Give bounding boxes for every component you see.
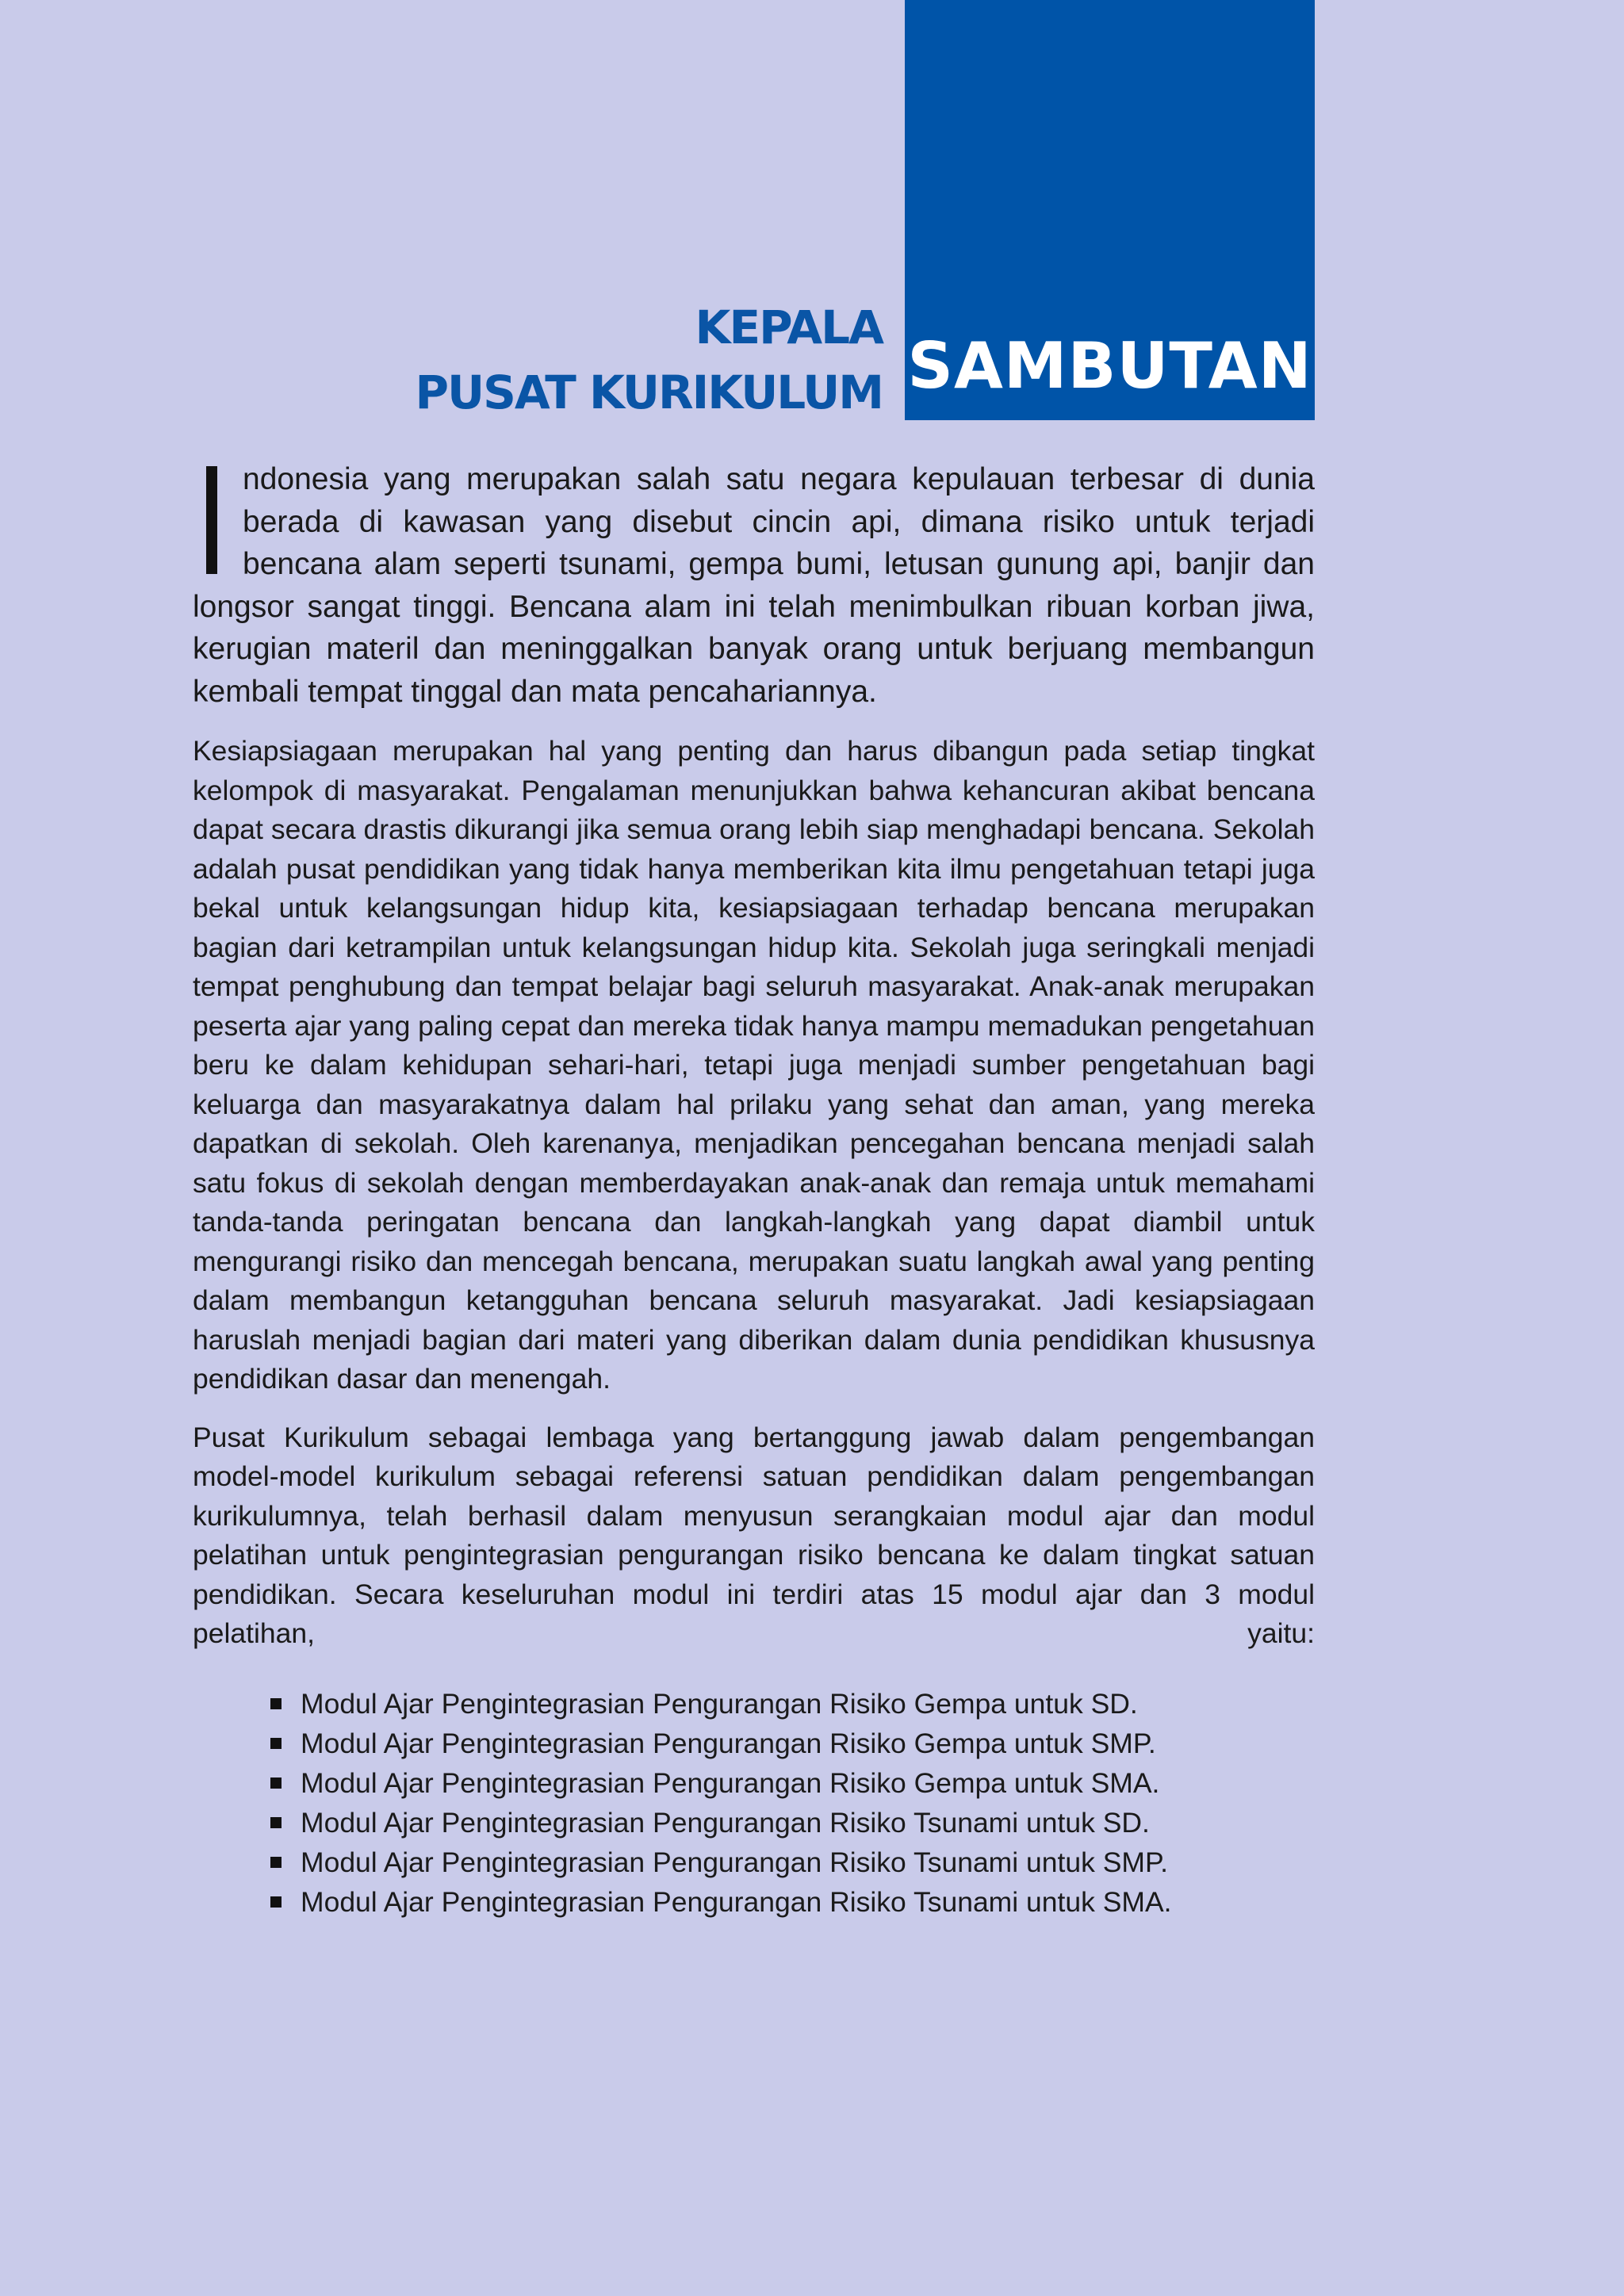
intro-paragraph-text: ndonesia yang merupakan salah satu negara kepulauan terbesar di dunia berada di kawasan yang disebut cincin api, dimana risiko untuk terjadi bencana alam seperti tsunami, gempa bumi, letusan gunung api, banjir dan longsor sangat tinggi. Bencana alam ini telah menimbulkan ribuan korban jiwa, kerugian materil dan meninggalkan banyak orang untuk berjuang membangun kembali tempat tinggal dan mata pencahariannya. — [193, 462, 1315, 709]
document-body — [193, 458, 1315, 1922]
list-item-text: Modul Ajar Pengintegrasian Pengurangan Risiko Tsunami untuk SMP. — [301, 1846, 1168, 1878]
subtitle-line-2: PUSAT KURIKULUM — [415, 365, 883, 419]
list-item-text: Modul Ajar Pengintegrasian Pengurangan Risiko Gempa untuk SMA. — [301, 1766, 1160, 1799]
bullet-square-icon — [270, 1857, 282, 1868]
page-subtitle — [415, 295, 883, 425]
bullet-square-icon — [270, 1777, 282, 1789]
list-item — [270, 1684, 1315, 1724]
list-item-text: Modul Ajar Pengintegrasian Pengurangan Risiko Tsunami untuk SD. — [301, 1806, 1150, 1839]
bullet-square-icon — [270, 1896, 282, 1908]
list-item-text: Modul Ajar Pengintegrasian Pengurangan Risiko Tsunami untuk SMA. — [301, 1885, 1172, 1918]
list-item-text: Modul Ajar Pengintegrasian Pengurangan Risiko Gempa untuk SMP. — [301, 1727, 1156, 1759]
bullet-square-icon — [270, 1817, 282, 1828]
bullet-square-icon — [270, 1738, 282, 1749]
module-list — [193, 1684, 1315, 1922]
page-title: SAMBUTAN — [907, 329, 1312, 403]
intro-paragraph — [193, 458, 1315, 713]
bullet-square-icon — [270, 1698, 282, 1709]
list-item-text: Modul Ajar Pengintegrasian Pengurangan Risiko Gempa untuk SD. — [301, 1687, 1138, 1720]
paragraph-preparedness: Kesiapsiagaan merupakan hal yang penting dan harus dibangun pada setiap tingkat kelompok di masyarakat. Pengalaman menunjukkan bahwa kehancuran akibat bencana dapat secara drastis dikurangi jika semua orang lebih siap menghadapi bencana. Sekolah adalah pusat pendidikan yang tidak hanya memberikan kita ilmu pengetahuan tetapi juga bekal untuk kelangsungan hidup kita, kesiapsiagaan terhadap bencana merupakan bagian dari ketrampilan untuk kelangsungan hidup kita. Sekolah juga seringkali menjadi tempat penghubung dan tempat belajar bagi seluruh masyarakat. Anak-anak merupakan peserta ajar yang paling cepat dan mereka tidak hanya mampu memadukan pengetahuan beru ke dalam kehidupan sehari-hari, tetapi juga menjadi sumber pengetahuan bagi keluarga dan masyarakatnya dalam hal prilaku yang sehat dan aman, yang mereka dapatkan di sekolah. Oleh karenanya, menjadikan pencegahan bencana menjadi salah satu fokus di sekolah dengan memberdayakan anak-anak dan remaja untuk memahami tanda-tanda peringatan bencana dan langkah-langkah yang dapat diambil untuk mengurangi risiko dan mencegah bencana, merupakan suatu langkah awal yang penting dalam membangun ketangguhan bencana seluruh masyarakat. Jadi kesiapsiagaan haruslah menjadi bagian dari materi yang diberikan dalam dunia pendidikan khususnya pendidikan dasar dan menengah. — [193, 735, 1316, 1395]
title-block — [905, 0, 1315, 420]
subtitle-line-1: KEPALA — [695, 300, 883, 354]
list-item — [270, 1803, 1315, 1843]
drop-cap-letter-i — [206, 466, 217, 574]
paragraph-curriculum-center: Pusat Kurikulum sebagai lembaga yang bertanggung jawab dalam pengembangan model-model kurikulum sebagai referensi satuan pendidikan dalam pengembangan kurikulumnya, telah berhasil dalam menyusun serangkaian modul ajar dan modul pelatihan untuk pengintegrasian pengurangan risiko bencana ke dalam tingkat satuan pendidikan. Secara keseluruhan modul ini terdiri atas 15 modul ajar dan 3 modul pelatihan, yaitu: — [193, 1421, 1315, 1649]
list-item — [270, 1724, 1315, 1763]
list-item — [270, 1882, 1315, 1922]
list-item — [270, 1763, 1315, 1803]
list-item — [270, 1843, 1315, 1882]
